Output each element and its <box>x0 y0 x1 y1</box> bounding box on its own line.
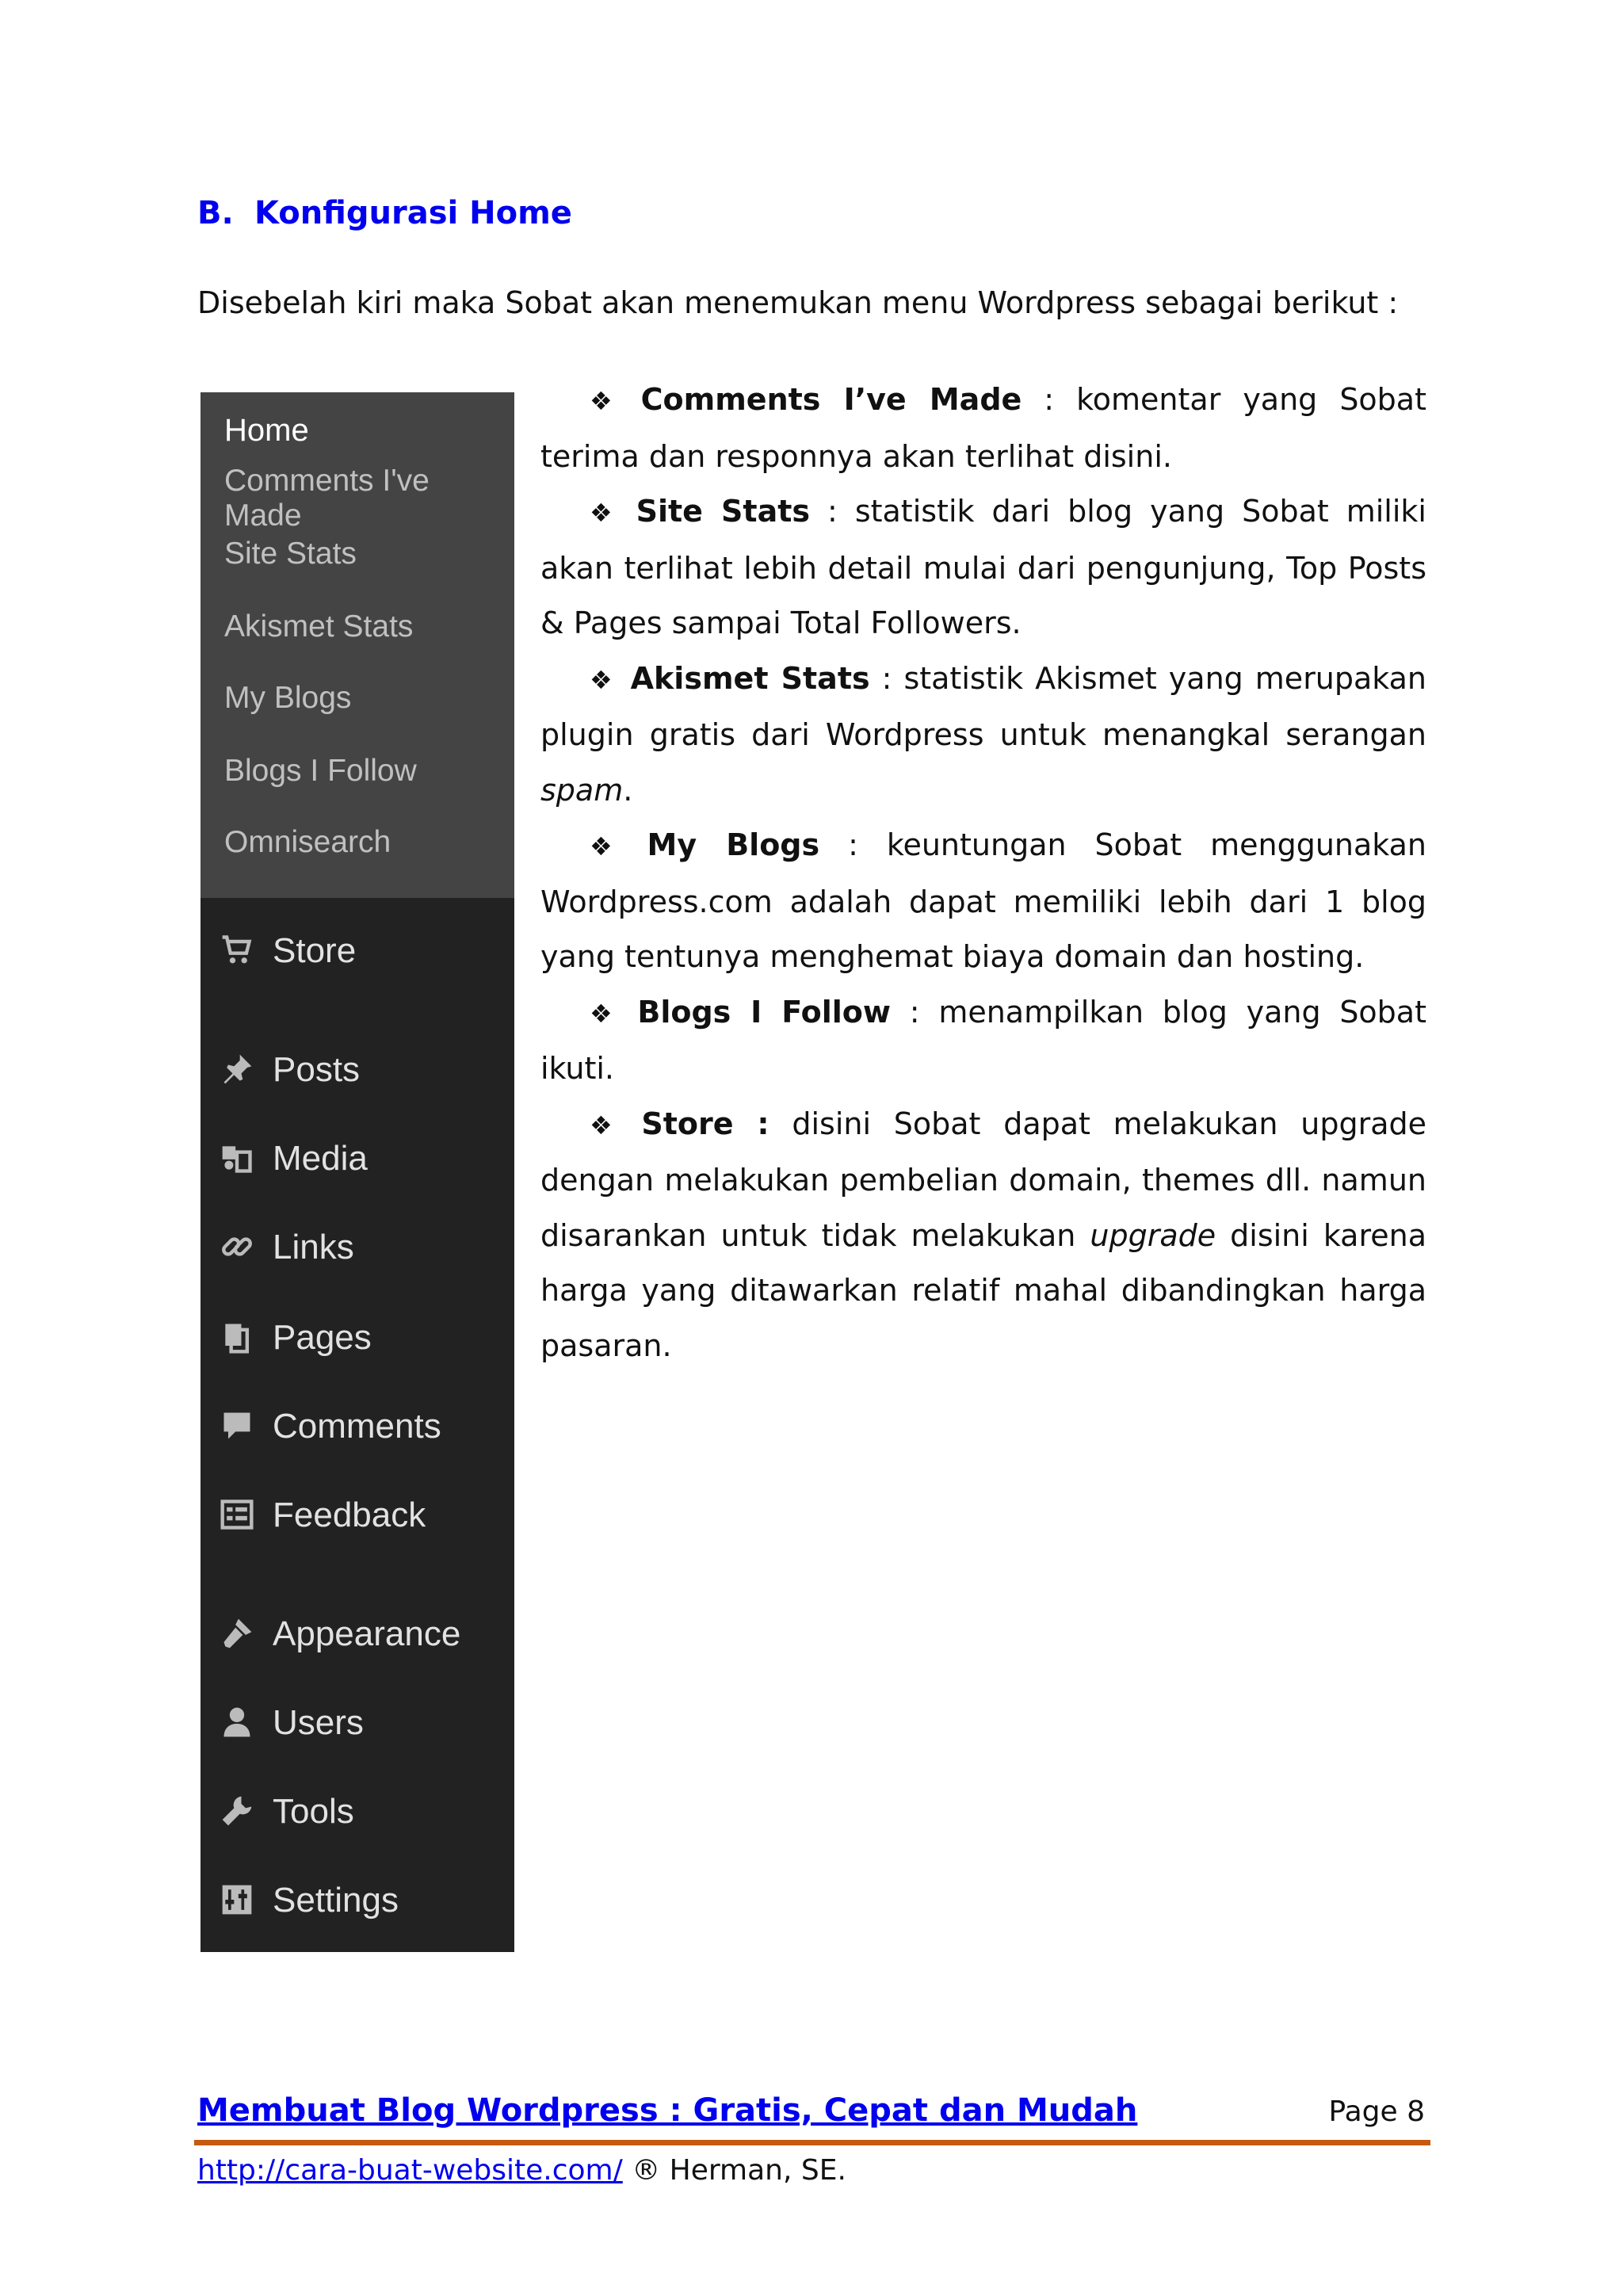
menu-label: Settings <box>273 1881 399 1920</box>
section-number: B. <box>197 195 234 231</box>
menu-label: Feedback <box>273 1496 426 1534</box>
item-sep: : <box>869 660 904 696</box>
diamond-bullet-icon: ❖ <box>590 498 621 528</box>
menu-item-feedback <box>200 1486 514 1549</box>
link-icon <box>218 1229 256 1270</box>
appearance-icon <box>218 1616 256 1657</box>
menu-label: Appearance <box>273 1614 461 1653</box>
pin-icon <box>218 1052 256 1093</box>
menu-item-blogs-follow: Blogs I Follow <box>224 754 417 788</box>
menu-item-tools <box>200 1782 514 1846</box>
menu-item-my-blogs: My Blogs <box>224 681 352 715</box>
page-number: Page 8 <box>1328 2095 1425 2128</box>
item-desc: statistik Akismet yang merupakan plugin gratis dari Wordpress untuk menangkal serangan <box>540 660 1427 752</box>
footer-title-link[interactable]: Membuat Blog Wordpress : Gratis, Cepat dan Mudah <box>197 2092 1138 2129</box>
diamond-bullet-icon: ❖ <box>590 998 622 1029</box>
intro-paragraph: Disebelah kiri maka Sobat akan menemukan menu Wordpress sebagai berikut : <box>197 285 1399 320</box>
section-heading <box>197 195 572 231</box>
menu-item-posts <box>200 1041 514 1104</box>
menu-item-comments <box>200 1397 514 1461</box>
menu-home-title: Home <box>224 413 309 448</box>
menu-item-media <box>200 1129 514 1193</box>
item-desc: disini Sobat dapat melakukan upgrade dengan melakukan pembelian domain, themes dll. namun disarankan untuk tidak melakukan <box>540 1106 1426 1253</box>
pages-icon <box>218 1320 256 1361</box>
item-blogs-follow <box>540 985 1426 1097</box>
menu-item-users <box>200 1694 514 1757</box>
settings-icon <box>218 1882 256 1924</box>
item-sep: : <box>1022 382 1077 417</box>
item-sep: : <box>819 827 887 862</box>
item-desc-italic: upgrade <box>1090 1217 1216 1253</box>
diamond-bullet-icon: ❖ <box>590 1110 626 1140</box>
item-sep: : <box>810 494 855 529</box>
menu-item-site-stats: Site Stats <box>224 537 357 571</box>
item-sep <box>769 1106 792 1141</box>
diamond-bullet-icon: ❖ <box>590 386 625 416</box>
diamond-bullet-icon: ❖ <box>590 664 615 695</box>
item-desc-after: . <box>623 772 633 808</box>
menu-label: Pages <box>273 1318 372 1357</box>
item-desc-after: disini karena harga yang ditawarkan relatif mahal dibandingkan harga pasaran. <box>540 1217 1426 1363</box>
item-term: Blogs I Follow <box>637 994 891 1030</box>
diamond-bullet-icon: ❖ <box>590 831 632 861</box>
media-icon <box>218 1140 256 1182</box>
user-icon <box>218 1705 256 1746</box>
cart-icon <box>218 933 256 974</box>
item-term: My Blogs <box>647 827 820 862</box>
menu-item-links <box>200 1218 514 1282</box>
comment-icon <box>218 1408 256 1450</box>
item-store <box>540 1097 1426 1374</box>
item-my-blogs <box>540 818 1426 985</box>
menu-item-settings <box>200 1871 514 1935</box>
wordpress-menu-screenshot <box>200 392 514 1952</box>
item-comments-made <box>540 372 1426 484</box>
item-term: Comments I’ve Made <box>640 382 1022 417</box>
item-desc: keuntungan Sobat menggunakan Wordpress.com adalah dapat memiliki lebih dari 1 blog yang tentunya menghemat biaya domain dan hosting. <box>540 827 1426 974</box>
item-sep: : <box>891 994 939 1030</box>
author-credit: ® Herman, SE. <box>622 2154 846 2187</box>
description-list <box>540 372 1426 1373</box>
item-akismet-stats <box>540 651 1426 819</box>
menu-label: Tools <box>273 1792 354 1831</box>
item-site-stats <box>540 484 1426 651</box>
website-link[interactable]: http://cara-buat-website.com/ <box>197 2154 623 2187</box>
menu-item-store <box>200 922 514 985</box>
feedback-icon <box>218 1497 256 1538</box>
item-desc: menampilkan blog yang Sobat ikuti. <box>540 994 1426 1086</box>
menu-label: Users <box>273 1703 364 1742</box>
item-term: Site Stats <box>636 494 811 529</box>
menu-label: Media <box>273 1139 368 1178</box>
menu-item-akismet-stats: Akismet Stats <box>224 609 414 644</box>
menu-label: Store <box>273 931 357 970</box>
menu-label: Comments <box>273 1407 441 1446</box>
menu-label: Posts <box>273 1050 361 1089</box>
section-title: Konfigurasi Home <box>254 195 572 231</box>
item-term: Akismet Stats <box>630 660 870 696</box>
footer-credit <box>197 2154 846 2187</box>
item-desc-italic: spam <box>540 772 624 808</box>
item-desc: statistik dari blog yang Sobat miliki akan terlihat lebih detail mulai dari pengunjung, Top Posts & Pages sampai Total Followers. <box>540 494 1426 640</box>
menu-item-appearance <box>200 1605 514 1668</box>
home-submenu <box>200 392 514 898</box>
menu-label: Links <box>273 1228 354 1266</box>
footer-divider <box>194 2140 1430 2145</box>
menu-item-comments-made: Comments I've Made <box>224 464 430 533</box>
menu-item-pages <box>200 1308 514 1372</box>
wrench-icon <box>218 1794 256 1835</box>
item-term: Store : <box>641 1106 769 1141</box>
item-desc: komentar yang Sobat terima dan responnya akan terlihat disini. <box>540 382 1426 474</box>
menu-item-omnisearch: Omnisearch <box>224 825 391 859</box>
